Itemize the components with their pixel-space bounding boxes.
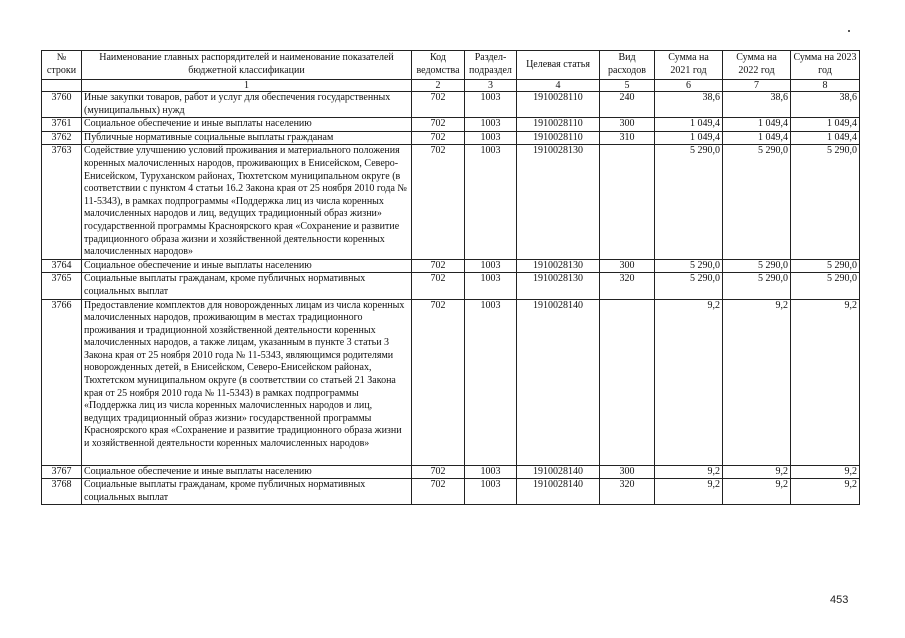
row-number: 3764	[42, 259, 82, 273]
column-number: 5	[600, 80, 655, 92]
row-sum-2021: 5 290,0	[655, 145, 723, 259]
row-sum-2023: 38,6	[791, 92, 860, 118]
row-name: Иные закупки товаров, работ и услуг для обеспечения государственных (муниципальных) нужд	[82, 92, 412, 118]
header-expense-type: Вид расходов	[600, 51, 655, 80]
header-sum-2022: Сумма на 2022 год	[723, 51, 791, 80]
row-sum-2022: 9,2	[723, 479, 791, 505]
row-department-code: 702	[412, 145, 465, 259]
row-section: 1003	[465, 299, 517, 465]
header-target-article: Целевая статья	[517, 51, 600, 80]
table-row	[42, 92, 860, 118]
row-sum-2022: 38,6	[723, 92, 791, 118]
row-sum-2021: 5 290,0	[655, 259, 723, 273]
row-sum-2023: 9,2	[791, 465, 860, 479]
row-number: 3761	[42, 118, 82, 132]
row-expense-type: 320	[600, 273, 655, 299]
table-row	[42, 259, 860, 273]
row-expense-type: 320	[600, 479, 655, 505]
row-section: 1003	[465, 465, 517, 479]
row-name: Социальное обеспечение и иные выплаты населению	[82, 259, 412, 273]
row-expense-type: 300	[600, 118, 655, 132]
row-section: 1003	[465, 145, 517, 259]
row-sum-2023: 5 290,0	[791, 273, 860, 299]
row-section: 1003	[465, 273, 517, 299]
row-section: 1003	[465, 92, 517, 118]
row-sum-2023: 5 290,0	[791, 259, 860, 273]
row-expense-type: 310	[600, 131, 655, 145]
row-section: 1003	[465, 259, 517, 273]
header-sum-2021: Сумма на 2021 год	[655, 51, 723, 80]
stray-dot	[848, 30, 850, 32]
row-sum-2021: 38,6	[655, 92, 723, 118]
header-sum-2023: Сумма на 2023 год	[791, 51, 860, 80]
row-number: 3766	[42, 299, 82, 465]
header-name: Наименование главных распорядителей и наименование показателей бюджетной классификации	[82, 51, 412, 80]
column-number: 4	[517, 80, 600, 92]
row-name: Содействие улучшению условий проживания и материального положения коренных малочисленных народов, проживающих в Енисейском, Северо-Енисейском, Туруханском районах, Тюхтетском муниципальном округе (в соответствии с пунктом 4 статьи 16.2 Закона края от 25 ноября 2010 года № 11-5343), в рамках подпрограммы «Поддержка лиц из числа коренных малочисленных народов и лиц, ведущих традиционный образ жизни» государственной программы Красноярского края «Сохранение и развитие традиционного образа жизни и хозяйственной деятельности коренных малочисленных народов»	[82, 145, 412, 259]
row-expense-type: 300	[600, 465, 655, 479]
row-department-code: 702	[412, 131, 465, 145]
row-expense-type: 300	[600, 259, 655, 273]
row-sum-2021: 9,2	[655, 479, 723, 505]
row-name: Социальное обеспечение и иные выплаты населению	[82, 118, 412, 132]
row-sum-2023: 5 290,0	[791, 145, 860, 259]
row-sum-2023: 9,2	[791, 299, 860, 465]
row-sum-2021: 1 049,4	[655, 131, 723, 145]
row-sum-2023: 9,2	[791, 479, 860, 505]
row-name: Социальные выплаты гражданам, кроме публичных нормативных социальных выплат	[82, 479, 412, 505]
row-number: 3768	[42, 479, 82, 505]
table-row	[42, 131, 860, 145]
row-name: Социальные выплаты гражданам, кроме публичных нормативных социальных выплат	[82, 273, 412, 299]
row-department-code: 702	[412, 299, 465, 465]
column-number: 6	[655, 80, 723, 92]
row-target-article: 1910028140	[517, 465, 600, 479]
column-number: 1	[82, 80, 412, 92]
row-department-code: 702	[412, 273, 465, 299]
row-sum-2022: 9,2	[723, 465, 791, 479]
row-sum-2021: 1 049,4	[655, 118, 723, 132]
row-target-article: 1910028140	[517, 299, 600, 465]
row-sum-2021: 9,2	[655, 299, 723, 465]
header-section: Раздел-подраздел	[465, 51, 517, 80]
page-number: 453	[830, 594, 849, 606]
row-name: Предоставление комплектов для новорожденных лицам из числа коренных малочисленных народов, проживающим в местах традиционного проживания и традиционной хозяйственной деятельности коренных малочисленных народов, а также лицам, указанным в пункте 3 статьи 3 Закона края от 25 ноября 2010 года № 11-5343, являющимся родителями новорожденных детей, в Енисейском, Северо-Енисейском районах, Тюхтетском муниципальном округе (в соответствии со статьей 21 Закона края от 25 ноября 2010 года № 11-5343) в рамках подпрограммы «Поддержка лиц из числа коренных малочисленных народов и лиц, ведущих традиционный образ жизни» государственной программы Красноярского края «Сохранение и развитие традиционного образа жизни и хозяйственной деятельности коренных малочисленных народов»	[82, 299, 412, 465]
table-row	[42, 479, 860, 505]
row-sum-2022: 1 049,4	[723, 131, 791, 145]
row-sum-2022: 5 290,0	[723, 273, 791, 299]
row-number: 3763	[42, 145, 82, 259]
table-row	[42, 118, 860, 132]
row-sum-2023: 1 049,4	[791, 118, 860, 132]
row-target-article: 1910028140	[517, 479, 600, 505]
column-number: 8	[791, 80, 860, 92]
row-department-code: 702	[412, 92, 465, 118]
row-sum-2023: 1 049,4	[791, 131, 860, 145]
table-row	[42, 273, 860, 299]
header-row-number: № строки	[42, 51, 82, 80]
row-sum-2022: 5 290,0	[723, 145, 791, 259]
row-sum-2021: 5 290,0	[655, 273, 723, 299]
row-name: Социальное обеспечение и иные выплаты населению	[82, 465, 412, 479]
header-department-code: Код ведомства	[412, 51, 465, 80]
row-sum-2022: 5 290,0	[723, 259, 791, 273]
header-row	[42, 51, 860, 80]
budget-table	[41, 50, 860, 505]
column-number	[42, 80, 82, 92]
row-target-article: 1910028110	[517, 118, 600, 132]
row-target-article: 1910028110	[517, 131, 600, 145]
row-target-article: 1910028110	[517, 92, 600, 118]
row-sum-2022: 9,2	[723, 299, 791, 465]
table-row	[42, 299, 860, 465]
row-section: 1003	[465, 118, 517, 132]
row-expense-type	[600, 299, 655, 465]
column-number: 7	[723, 80, 791, 92]
row-department-code: 702	[412, 465, 465, 479]
row-section: 1003	[465, 479, 517, 505]
row-target-article: 1910028130	[517, 273, 600, 299]
row-section: 1003	[465, 131, 517, 145]
row-expense-type	[600, 145, 655, 259]
row-department-code: 702	[412, 118, 465, 132]
row-sum-2022: 1 049,4	[723, 118, 791, 132]
row-number: 3767	[42, 465, 82, 479]
row-target-article: 1910028130	[517, 259, 600, 273]
row-number: 3762	[42, 131, 82, 145]
row-number: 3760	[42, 92, 82, 118]
row-number: 3765	[42, 273, 82, 299]
column-numbers-row	[42, 80, 860, 92]
table-row	[42, 465, 860, 479]
row-department-code: 702	[412, 479, 465, 505]
row-name: Публичные нормативные социальные выплаты гражданам	[82, 131, 412, 145]
row-sum-2021: 9,2	[655, 465, 723, 479]
row-expense-type: 240	[600, 92, 655, 118]
row-department-code: 702	[412, 259, 465, 273]
column-number: 3	[465, 80, 517, 92]
row-target-article: 1910028130	[517, 145, 600, 259]
table-row	[42, 145, 860, 259]
column-number: 2	[412, 80, 465, 92]
